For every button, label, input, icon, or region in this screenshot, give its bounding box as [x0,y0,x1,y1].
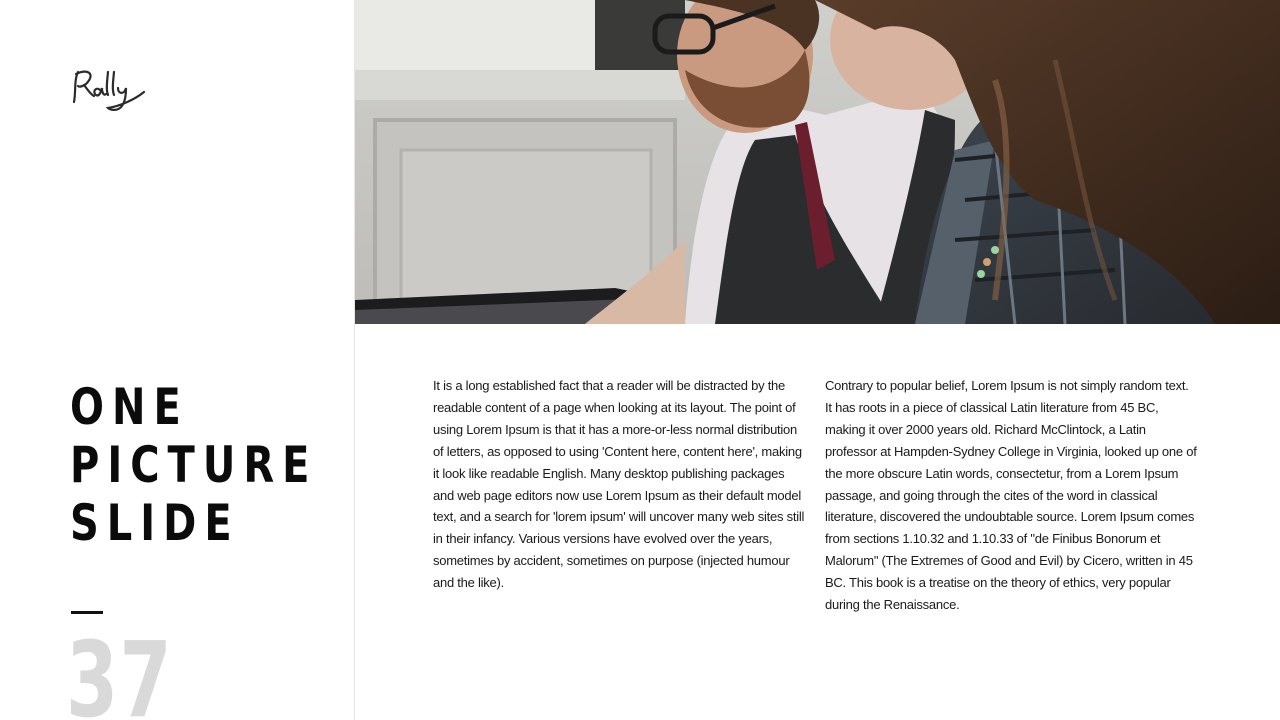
hero-photo [355,0,1280,324]
title-line-2: PICTURE [70,436,318,494]
slide-number: 37 [66,619,174,720]
title-divider [71,611,103,614]
rally-logo-text: Rally [110,113,113,114]
left-panel [0,0,355,720]
title-line-1: ONE [70,378,189,436]
slide-title [70,378,350,552]
body-text-right-column: Contrary to popular belief, Lorem Ipsum is not simply random text. It has roots in a piece of classical Latin literature from 45 BC, making it over 2000 years old. Richard McClintock, a Latin professor at Hampden-Sydney College in Virginia, looked up one of the more obscure Latin words, consectetur, from a Lorem Ipsum passage, and going through the cites of the word in classical literature, discovered the undoubtable source. Lorem Ipsum comes from sections 1.10.32 and 1.10.33 of "de Finibus Bonorum et Malorum" (The Extremes of Good and Evil) by Cicero, written in 45 BC. This book is a treatise on the theory of ethics, very popular during the Renaissance. [825,378,1197,613]
rally-logo-mark [70,66,150,114]
title-line-3: SLIDE [70,494,240,552]
body-text-left-column: It is a long established fact that a reader will be distracted by the readable content of a page when looking at its layout. The point of using Lorem Ipsum is that it has a more-or-less normal distribution of letters, as opposed to using 'Content here, content here', making it look like readable English. Many desktop publishing packages and web page editors now use Lorem Ipsum as their default model text, and a search for 'lorem ipsum' will uncover many web sites still in their infancy. Various versions have evolved over the years, sometimes by accident, sometimes on purpose (injected humour and the like). [433,378,805,591]
photo-two-people-looking-at-laptop-icon [355,0,1280,324]
rally-logo [70,66,150,114]
